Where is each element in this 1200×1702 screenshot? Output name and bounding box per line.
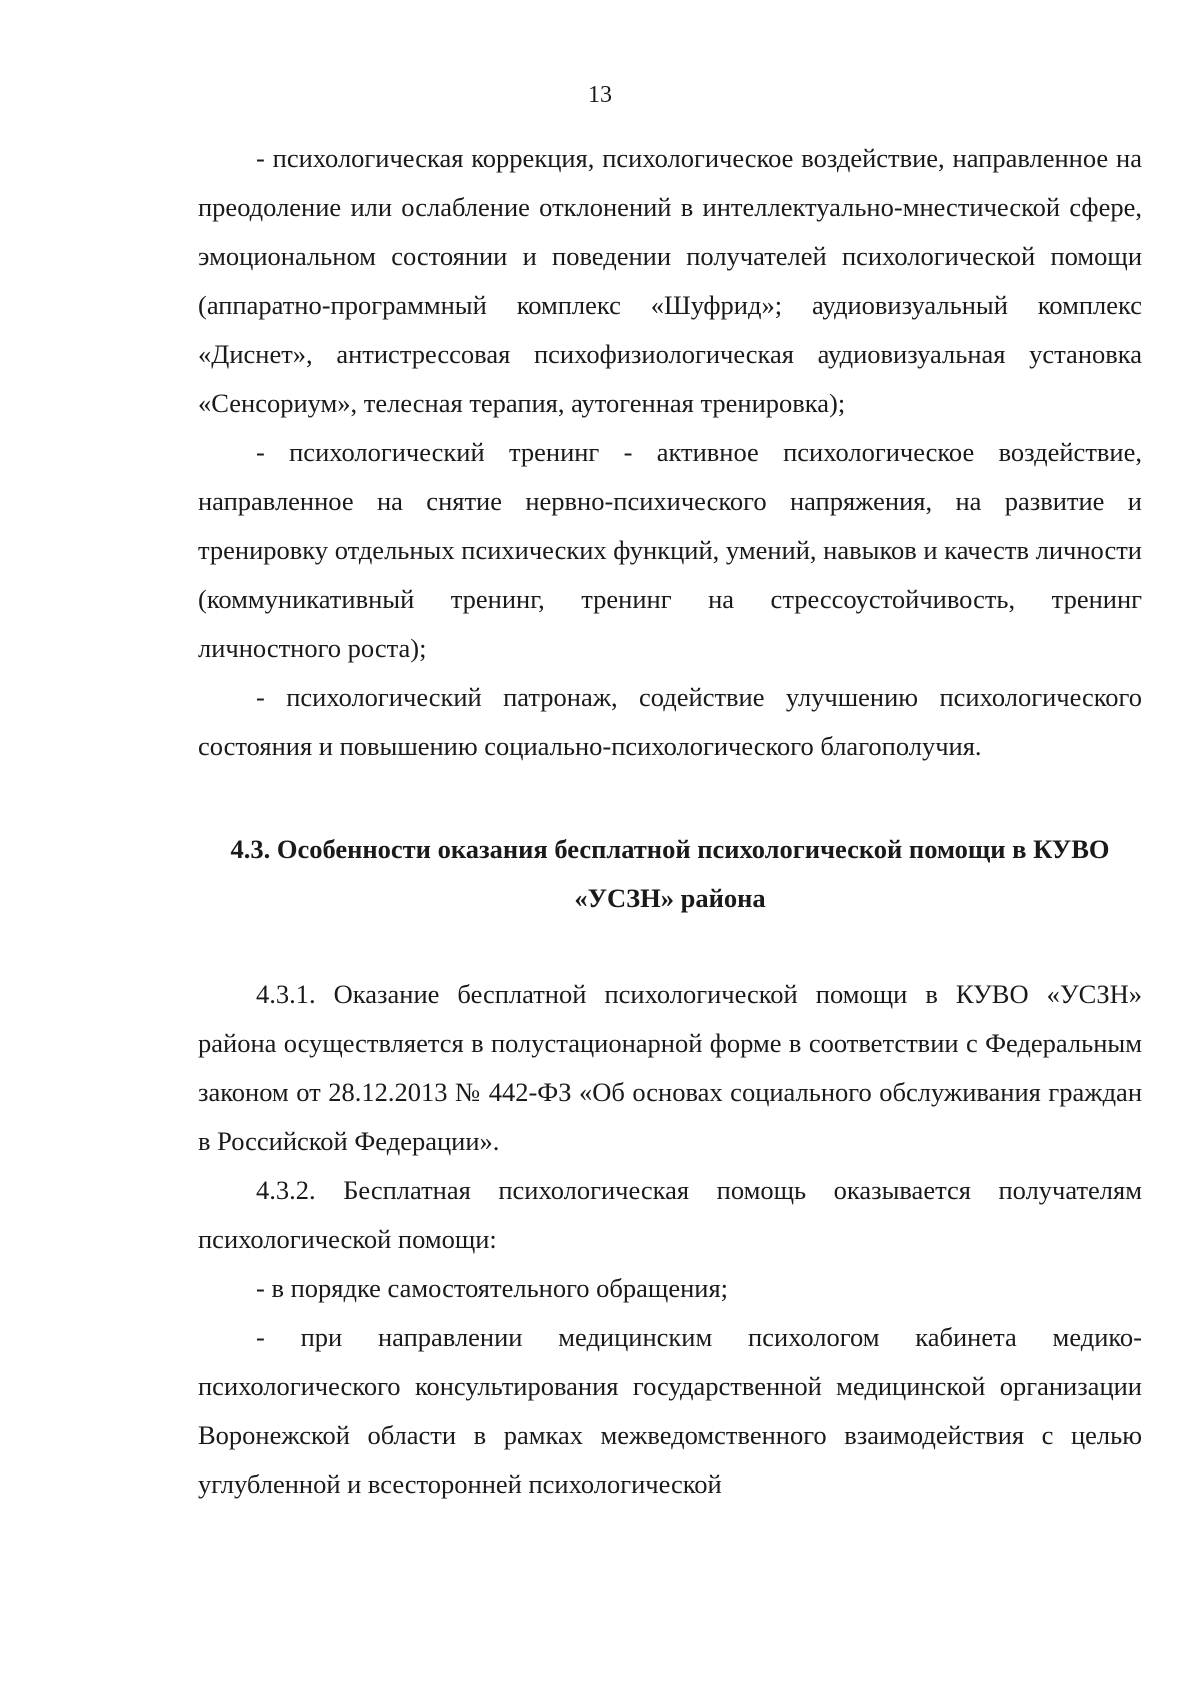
list-item-self-referral: - в порядке самостоятельного обращения; [256,1273,728,1303]
spacer [198,923,1142,970]
page-content [198,134,1142,1509]
page-number: 13 [588,82,612,108]
spacer [198,771,1142,825]
paragraph-4-3-1: 4.3.1. Оказание бесплатной психологической помощи в КУВО «УСЗН» района осуществляется в полустационарной форме в соответствии с Федеральным законом от 28.12.2013 № 442-ФЗ «Об основах социального обслуживания граждан в Российской Федерации». [198,979,1142,1156]
list-item-psychological-training: - психологический тренинг - активное психологическое воздействие, направленное на снятие нервно-психического напряжения, на развитие и тренировку отдельных психических функций, умений, навыков и качеств личности (коммуникативный тренинг, тренинг на стрессоустойчивость, тренинг личностного роста); [198,437,1142,663]
list-item-psychological-patronage: - психологический патронаж, содействие улучшению психологического состояния и повышению социально-психологического благополучия. [198,682,1142,761]
list-item-psychological-correction: - психологическая коррекция, психологическое воздействие, направленное на преодоление или ослабление отклонений в интеллектуально-мнестической сфере, эмоциональном состоянии и поведении получателей психологической помощи (аппаратно-программный комплекс «Шуфрид»; аудиовизуальный комплекс «Диснет», антистрессовая психофизиологическая аудиовизуальная установка «Сенсориум», телесная терапия, аутогенная тренировка); [198,143,1142,418]
paragraph-4-3-2: 4.3.2. Бесплатная психологическая помощь оказывается получателям психологической помощи: [198,1175,1142,1254]
section-heading: 4.3. Особенности оказания бесплатной психологической помощи в КУВО «УСЗН» района [230,834,1110,913]
list-item-medical-referral: - при направлении медицинским психологом кабинета медико-психологического консультирования государственной медицинской организации Воронежской области в рамках межведомственного взаимодействия с целью углубленной и всесторонней психологической [198,1322,1142,1499]
